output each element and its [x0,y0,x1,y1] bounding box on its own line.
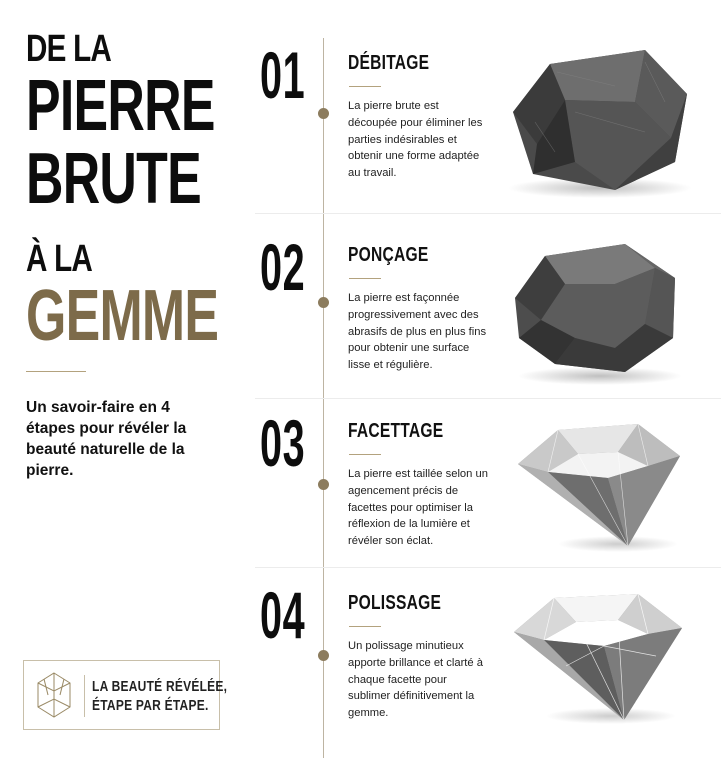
step-description: La pierre est taillée selon un agencement précis de facettes pour optimiser la réflexion de la lumière et révéler son éclat. [348,468,488,548]
step-description: La pierre est façonnée progressivement avec des abrasifs de plus en plus fins pour obtenir une surface lisse et régulière. [348,292,487,372]
heading-divider [26,371,86,372]
step-title: PONÇAGE [348,244,429,266]
step-description: La pierre brute est découpée pour éliminer les parties indésirables et obtenir une forme adaptée au travail. [348,100,483,180]
heading-line-a-la: À LA [26,238,93,280]
badge-divider [84,675,85,717]
timeline-dot [318,479,329,490]
badge-text [92,678,227,716]
faceted-gem-image [508,416,688,566]
polished-diamond-image [506,586,691,736]
timeline-dot [318,108,329,119]
heading-line-gemme: GEMME [26,276,219,356]
badge-line-1: LA BEAUTÉ RÉVÉLÉE, [92,678,228,695]
step-separator [255,398,721,399]
step-number: 02 [260,230,306,304]
step-separator [255,567,721,568]
step-number: 01 [260,38,306,112]
step-separator [255,213,721,214]
title-rule [349,454,381,455]
title-rule [349,278,381,279]
timeline-dot [318,650,329,661]
heading-line-pierre: PIERRE [26,66,215,146]
badge-box [23,660,228,730]
tagline: Un savoir-faire en 4 étapes pour révéler la beauté naturelle de la pierre. [26,399,187,479]
timeline-dot [318,297,329,308]
title-rule [349,626,381,627]
heading-line-de-la: DE LA [26,28,112,70]
step-title: DÉBITAGE [348,52,430,74]
rough-stone-image [495,42,695,202]
step-description: Un polissage minutieux apporte brillance et clarté à chaque facette pour sublimer définitivement la gemme. [348,640,483,720]
badge-line-2: ÉTAPE PAR ÉTAPE. [92,696,209,714]
step-title: FACETTAGE [348,420,444,442]
step-title: POLISSAGE [348,592,442,614]
step-number: 04 [260,578,306,652]
heading-line-brute: BRUTE [26,139,201,219]
title-rule [349,86,381,87]
crystal-gem-icon [34,671,74,719]
step-number: 03 [260,406,306,480]
sanded-stone-image [505,238,685,388]
